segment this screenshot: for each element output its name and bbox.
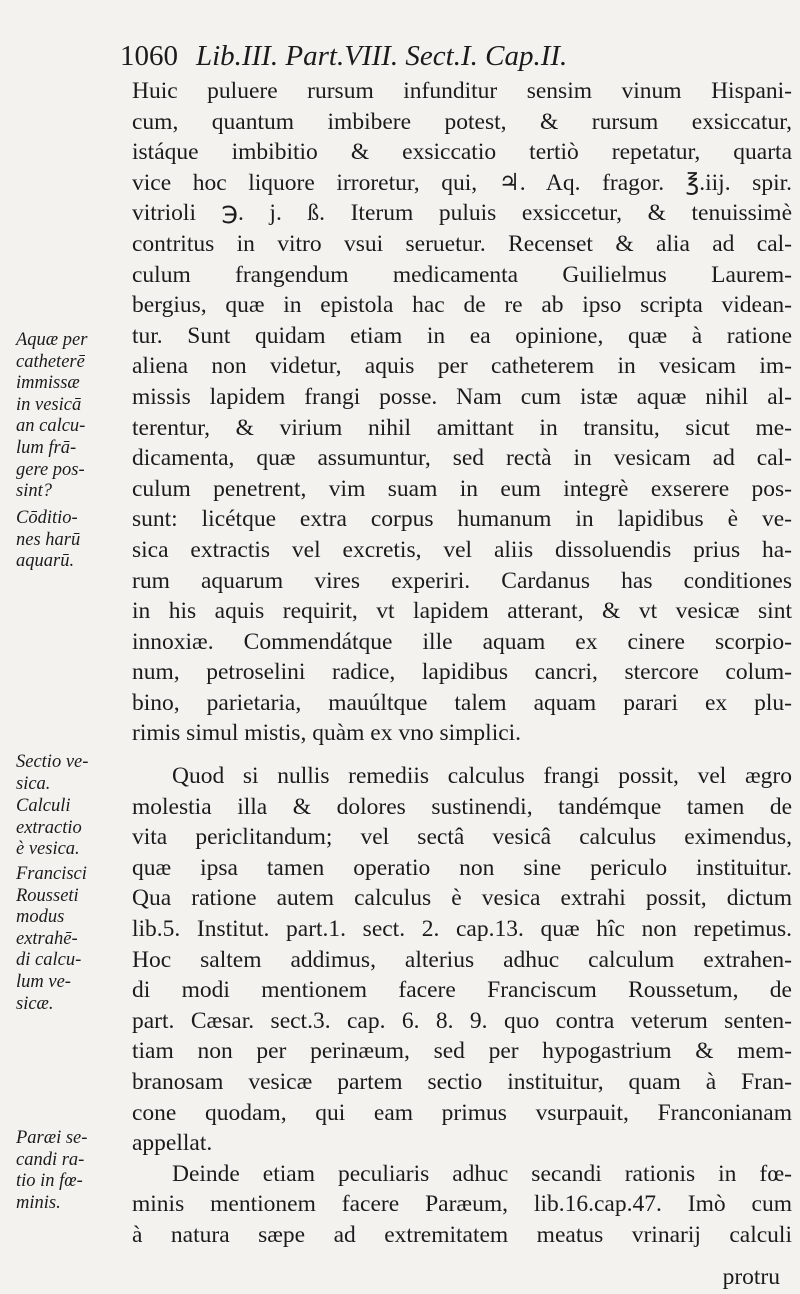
main-text-block	[132, 76, 792, 1251]
margin-note-line: Cōditio-	[16, 508, 78, 528]
text-line: in his aquis requirit, vt lapidem atterant, & vt vesicæ sint	[132, 598, 792, 625]
margin-note-line: sicæ.	[16, 993, 54, 1014]
margin-note-line: Sectio ve-	[16, 752, 89, 772]
margin-note-line: Rousseti	[16, 885, 79, 906]
margin-note-line: Paræi se-	[16, 1128, 88, 1148]
text-line: branosam vesicæ partem sectio instituitur, quam à Fran-	[132, 1069, 792, 1095]
margin-note-line: candi ra-	[16, 1149, 85, 1170]
text-line: à natura sæpe ad extremitatem meatus vrinarij calculi	[132, 1221, 792, 1248]
text-line: terentur, & virium nihil amittant in transitu, sicut me-	[132, 414, 792, 441]
margin-note-line: extrahē-	[16, 928, 78, 949]
text-line: num, petroselini radice, lapidibus cancri, stercore colum-	[132, 659, 792, 686]
text-line: istáque imbibitio & exsiccatio tertiò repetatur, quarta	[132, 139, 792, 166]
text-line: Hoc saltem addimus, alterius adhuc calculum extrahen-	[132, 946, 792, 973]
text-line: part. Cæsar. sect.3. cap. 6. 8. 9. quo contra veterum senten-	[132, 1007, 792, 1034]
text-line: di modi mentionem facere Franciscum Roussetum, de	[132, 977, 792, 1004]
text-line: vitrioli ℈. j. ß. Iterum puluis exsiccetur, & tenuissimè	[132, 200, 792, 227]
page-number: 1060	[120, 40, 178, 72]
margin-note-line: Aquæ per	[16, 330, 88, 350]
text-line: sica extractis vel excretis, vel aliis dissoluendis prius ha-	[132, 536, 792, 563]
text-line: culum penetrent, vim suam in eum integrè exserere pos-	[132, 475, 792, 502]
text-line: Deinde etiam peculiaris adhuc secandi rationis in fœ-	[172, 1160, 792, 1187]
text-line: quæ ipsa tamen operatio non sine periculo instituitur.	[132, 854, 792, 881]
text-line: vice hoc liquore irroretur, qui, ♃. Aq. fragor. ℥.iij. spir.	[132, 169, 792, 196]
text-line: missis lapidem frangi posse. Nam cum istæ aquæ nihil al-	[132, 383, 792, 410]
margin-note-line: Francisci	[16, 864, 87, 884]
text-line: vita periclitandum; vel sectâ vesicâ calculus eximendus,	[132, 824, 792, 851]
text-line: dicamenta, quæ assumuntur, sed rectà in vesicam ad cal-	[132, 445, 792, 472]
catchword: protru	[722, 1264, 780, 1290]
margin-note-line: catheterē	[16, 351, 85, 372]
text-line: Qua ratione autem calculus è vesica extrahi possit, dictum	[132, 885, 792, 912]
margin-note-line: gere pos-	[16, 459, 85, 480]
running-header	[120, 36, 780, 76]
margin-note-line: immissæ	[16, 373, 80, 394]
text-line: aliena non videtur, aquis per catheterem in vesicam im-	[132, 353, 792, 380]
text-line: minis mentionem facere Paræum, lib.16.cap.47. Imò cum	[132, 1191, 792, 1218]
margin-note	[16, 508, 128, 573]
margin-note-line: aquarū.	[16, 551, 75, 572]
paragraph-gap	[132, 749, 792, 761]
margin-note-line: sint?	[16, 481, 52, 502]
text-line: sunt: licétque extra corpus humanum in lapidibus è ve-	[132, 506, 792, 533]
text-line: Huic puluere rursum infunditur sensim vinum Hispani-	[132, 78, 792, 104]
margin-note-line: modus	[16, 907, 65, 928]
margin-note-line: lum frā-	[16, 437, 77, 458]
margin-note-line: sica.	[16, 773, 51, 794]
margin-note-line: tio in fœ-	[16, 1171, 83, 1192]
text-line: cum, quantum imbibere potest, & rursum exsiccatur,	[132, 108, 792, 135]
margin-note-line: di calcu-	[16, 950, 82, 971]
margin-note	[16, 796, 128, 861]
running-title: Lib.III. Part.VIII. Sect.I. Cap.II.	[196, 40, 568, 72]
text-line: contritus in vitro vsui seruetur. Recenset & alia ad cal-	[132, 230, 792, 257]
margin-note	[16, 864, 128, 1015]
text-line: cone quodam, qui eam primus vsurpauit, Franconianam	[132, 1099, 792, 1126]
margin-note-line: extractio	[16, 817, 82, 838]
margin-note-line: minis.	[16, 1192, 61, 1213]
margin-note-line: lum ve-	[16, 971, 71, 992]
margin-note-line: an calcu-	[16, 416, 86, 437]
text-line: molestia illa & dolores sustinendi, tandémque tamen de	[132, 793, 792, 820]
text-line: rum aquarum vires experiri. Cardanus has conditiones	[132, 567, 792, 594]
margin-note-line: è vesica.	[16, 839, 80, 860]
text-line: rimis simul mistis, quàm ex vno simplici.	[132, 720, 522, 747]
text-line: culum frangendum medicamenta Guilielmus Laurem-	[132, 261, 792, 288]
text-line: lib.5. Institut. part.1. sect. 2. cap.13. quæ hîc non repetimus.	[132, 916, 792, 943]
margin-note	[16, 1128, 128, 1214]
text-line: bino, parietaria, mauúltque talem aquam parari ex plu-	[132, 689, 792, 716]
margin-note	[16, 330, 128, 503]
text-line: tur. Sunt quidam etiam in ea opinione, quæ à ratione	[132, 322, 792, 349]
margin-note-line: Calculi	[16, 796, 71, 816]
margin-note-line: in vesicā	[16, 394, 82, 415]
text-line: Quod si nullis remediis calculus frangi possit, vel ægro	[172, 763, 792, 790]
margin-note-line: nes harū	[16, 529, 81, 550]
text-line: innoxiæ. Commendátque ille aquam ex cinere scorpio-	[132, 628, 792, 655]
text-line: appellat.	[132, 1130, 213, 1157]
margin-note	[16, 752, 128, 795]
text-line: tiam non per perinæum, sed per hypogastrium & mem-	[132, 1038, 792, 1065]
text-line: bergius, quæ in epistola hac de re ab ipso scripta videan-	[132, 292, 792, 319]
